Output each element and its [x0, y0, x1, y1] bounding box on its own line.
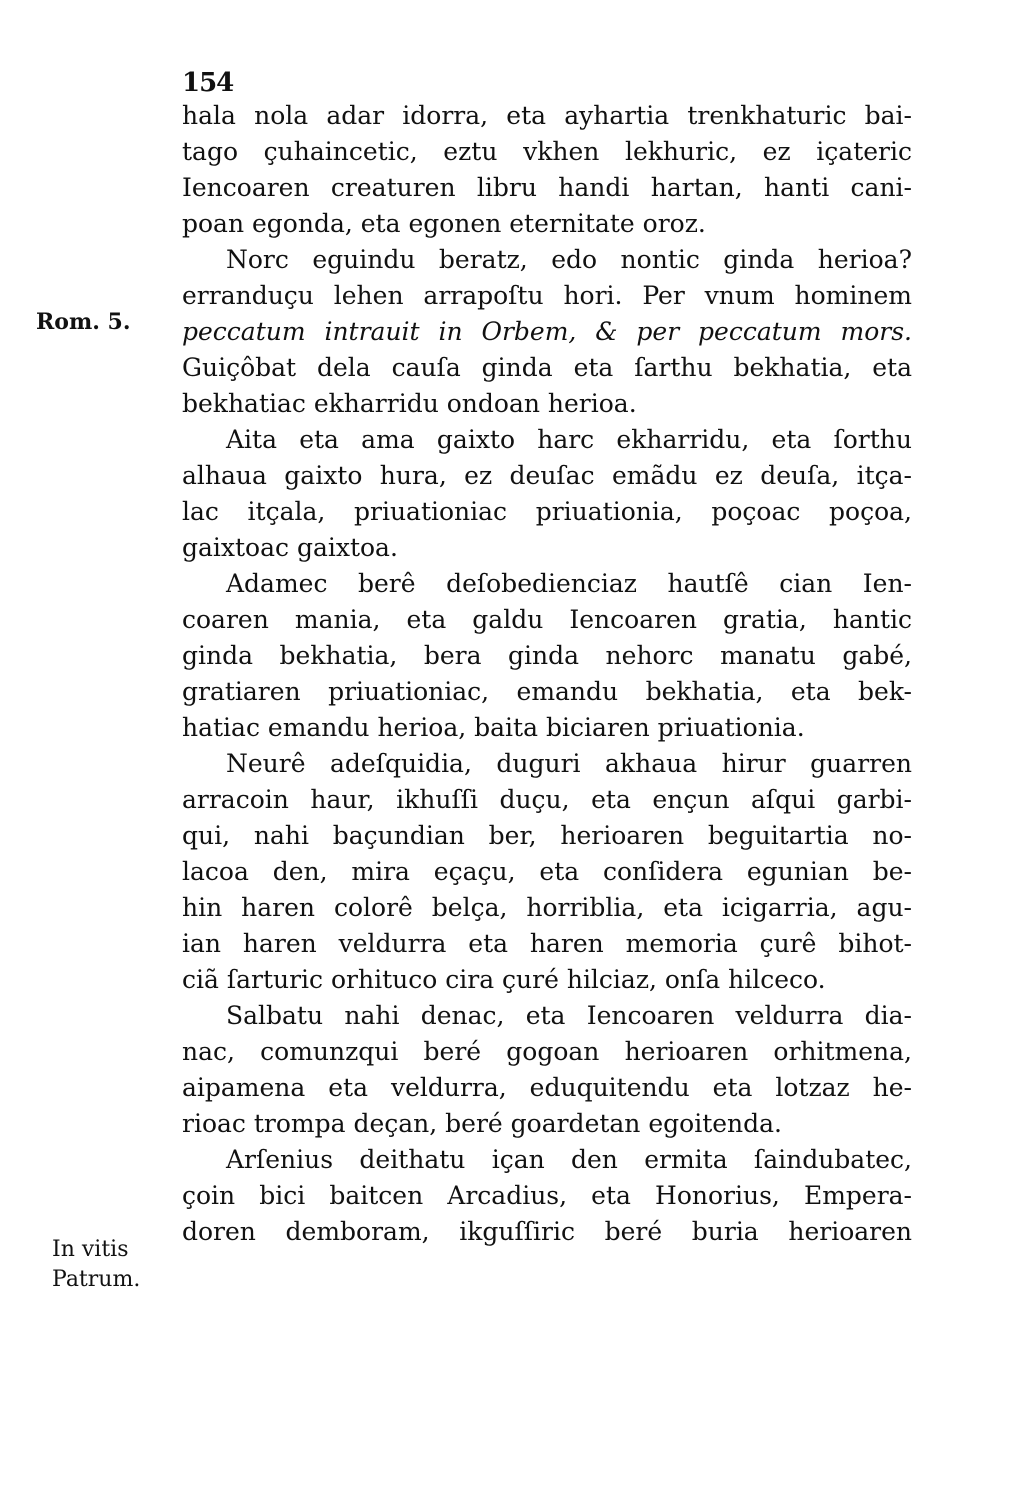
text-line: doren demboram, ikguſſiric beré buria herioaren	[182, 1217, 912, 1246]
page-number: 154	[182, 68, 234, 98]
text-line: tago çuhaincetic, eztu vkhen lekhuric, ez içateric	[182, 137, 912, 166]
text-line: Aita eta ama gaixto harc ekharridu, eta ſorthu	[226, 425, 912, 454]
text-line-latin: peccatum intrauit in Orbem, & per peccatum mors.	[182, 317, 912, 346]
margin-note-rom: Rom. 5.	[36, 309, 131, 335]
text-line: Norc eguindu beratz, edo nontic ginda herioa?	[226, 245, 912, 274]
margin-note-patrum: Patrum.	[52, 1267, 141, 1292]
text-line: rioac trompa deçan, beré goardetan egoitenda.	[182, 1109, 782, 1138]
text-line: lacoa den, mira eçaçu, eta conſidera egunian be-	[182, 857, 912, 886]
text-line: bekhatiac ekharridu ondoan herioa.	[182, 389, 637, 418]
text-line: hin haren colorê belça, horriblia, eta icigarria, agu-	[182, 893, 912, 922]
text-line: ginda bekhatia, bera ginda nehorc manatu gabé,	[182, 641, 912, 670]
text-line: aipamena eta veldurra, eduquitendu eta lotzaz he-	[182, 1073, 912, 1102]
margin-note-vitis: In vitis	[52, 1237, 129, 1262]
text-line: çoin bici baitcen Arcadius, eta Honorius, Empera-	[182, 1181, 912, 1210]
text-line: Arſenius deithatu içan den ermita ſaindubatec,	[226, 1145, 912, 1174]
text-line: Guiçôbat dela cauſa ginda eta ſarthu bekhatia, eta	[182, 353, 912, 382]
text-line: lac itçala, priuationiac priuationia, poçoac poçoa,	[182, 497, 912, 526]
text-line: alhaua gaixto hura, ez deuſac emãdu ez deuſa, itça-	[182, 461, 912, 490]
text-line: Iencoaren creaturen libru handi hartan, hanti cani-	[182, 173, 912, 202]
text-line: Neurê adeſquidia, duguri akhaua hirur guarren	[226, 749, 912, 778]
text-line: arracoin haur, ikhuſſi duçu, eta ençun aſqui garbi-	[182, 785, 912, 814]
text-line: Adamec berê deſobedienciaz hautſê cian Ien-	[226, 569, 912, 598]
text-line: qui, nahi baçundian ber, herioaren beguitartia no-	[182, 821, 912, 850]
text-line: ian haren veldurra eta haren memoria çurê bihot-	[182, 929, 912, 958]
text-line: poan egonda, eta egonen eternitate oroz.	[182, 209, 706, 238]
text-line: Salbatu nahi denac, eta Iencoaren veldurra dia-	[226, 1001, 912, 1030]
text-line: gaixtoac gaixtoa.	[182, 533, 398, 562]
body-text	[182, 98, 912, 1250]
text-line: ciã ſarturic orhituco cira çuré hilciaz, onſa hilceco.	[182, 965, 826, 994]
text-line: gratiaren priuationiac, emandu bekhatia, eta bek-	[182, 677, 912, 706]
text-line: hatiac emandu herioa, baita biciaren priuationia.	[182, 713, 805, 742]
text-line: nac, comunzqui beré gogoan herioaren orhitmena,	[182, 1037, 912, 1066]
text-line: erranduçu lehen arrapoſtu hori. Per vnum hominem	[182, 281, 912, 310]
text-line: hala nola adar idorra, eta ayhartia trenkhaturic bai-	[182, 101, 912, 130]
text-line: coaren mania, eta galdu Iencoaren gratia, hantic	[182, 605, 912, 634]
